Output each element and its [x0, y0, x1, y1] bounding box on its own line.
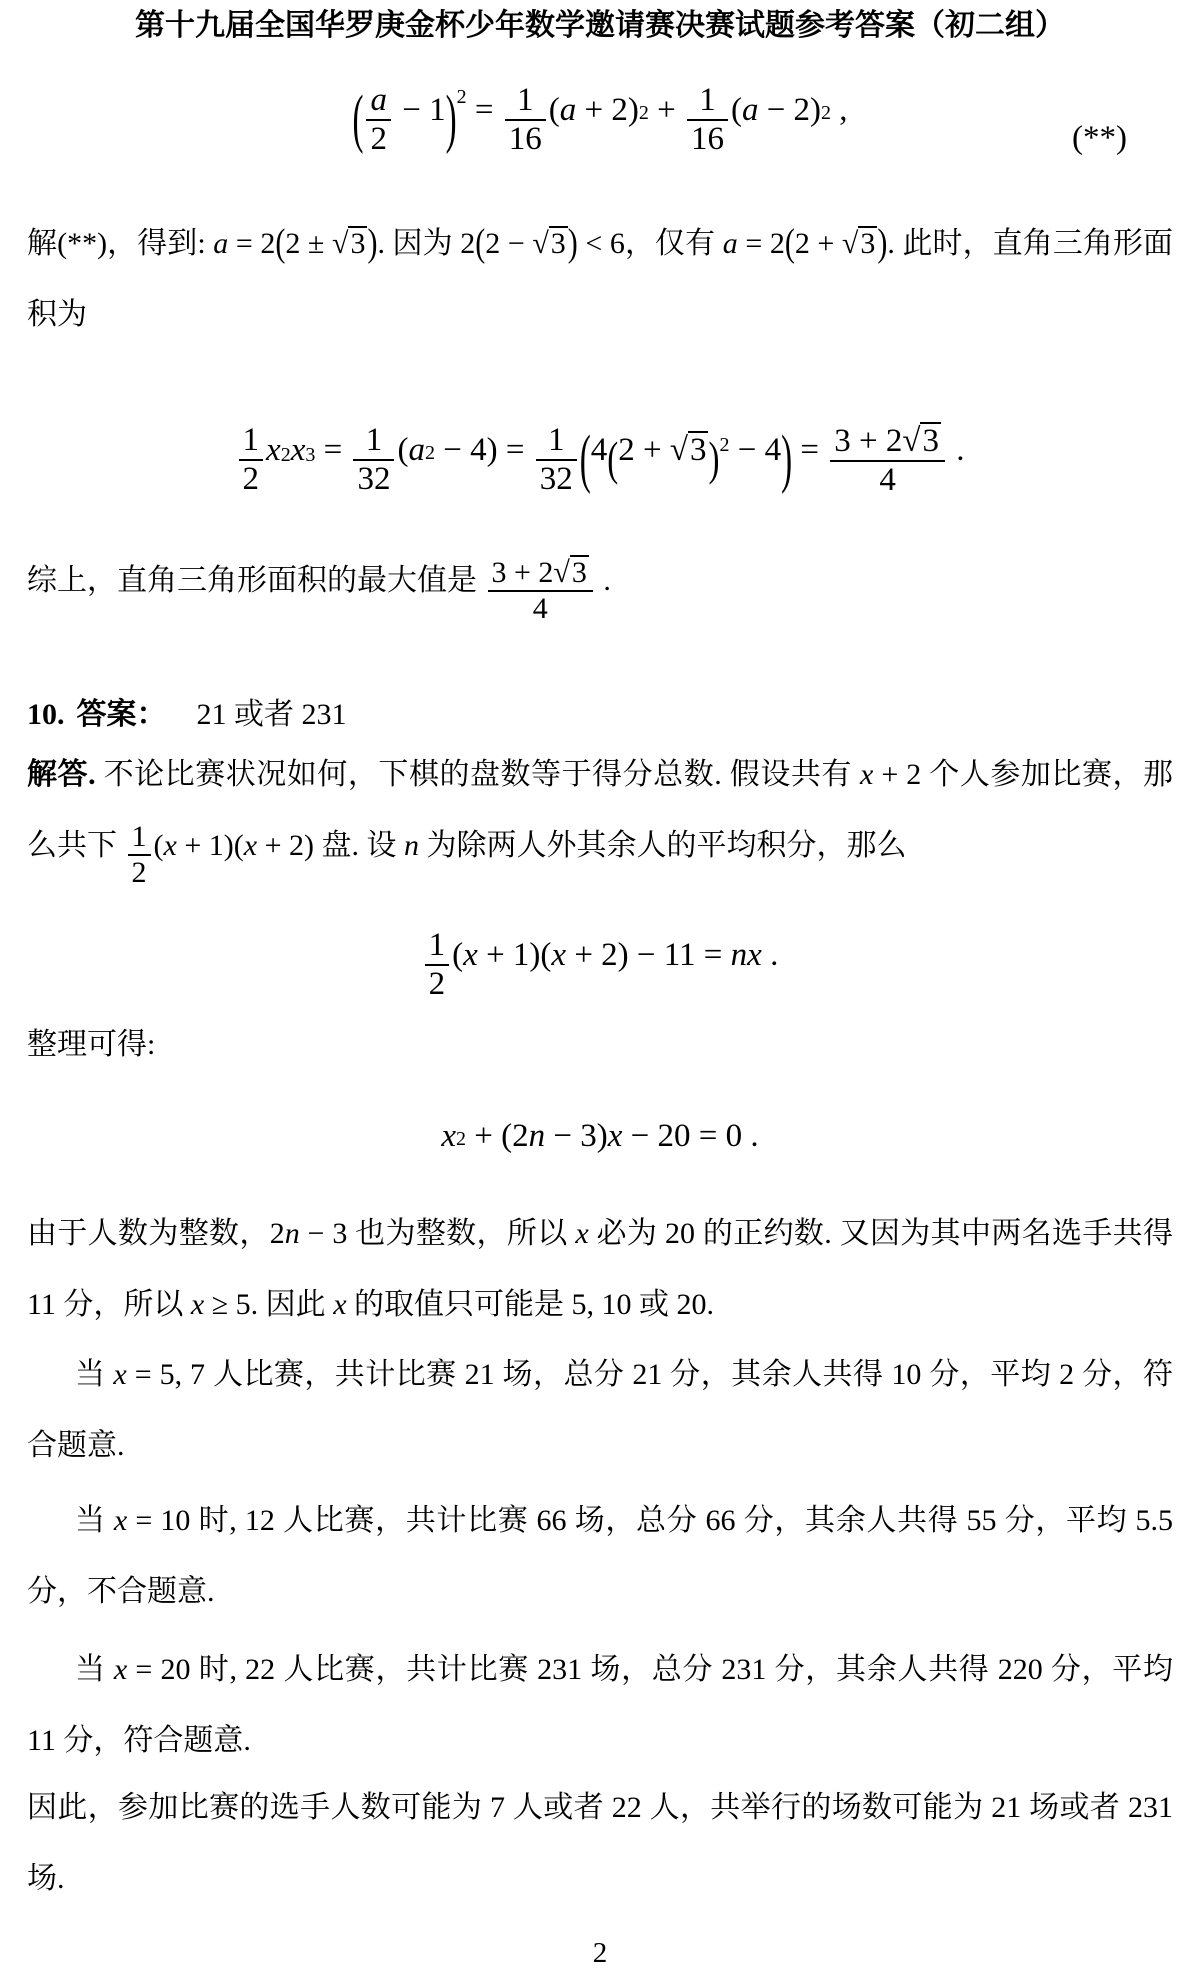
- text-run: − 3 也为整数，所以: [299, 1217, 576, 1250]
- math-run: 3 + 2: [834, 422, 903, 459]
- text-run: 整理可得:: [27, 1028, 156, 1061]
- square-root: [842, 213, 877, 275]
- text-run: = 5, 7 人比赛，共计比赛 21 场，总分 21 分，其余人共得 10 分，平均 2 分，符合题意.: [27, 1358, 1174, 1462]
- fraction-denominator: 4: [830, 460, 945, 499]
- text-run: ≥ 5. 因此: [204, 1288, 334, 1321]
- math-var: x: [113, 1653, 128, 1686]
- text-run: 不论比赛状况如何，下棋的盘数等于得分总数. 假设共有: [95, 758, 860, 791]
- fraction-numerator: 1: [365, 422, 383, 459]
- equals-sign: =: [792, 432, 828, 468]
- text-run: 由于人数为整数，2: [27, 1217, 285, 1250]
- fraction-denominator: 2: [425, 964, 450, 1003]
- text-run: 综上，直角三角形面积的最大值是: [27, 564, 485, 597]
- right-paren: ): [708, 433, 720, 487]
- math-run: (: [452, 937, 464, 973]
- formula-area: [27, 405, 1173, 505]
- math-run: − 4): [434, 432, 498, 468]
- math-run: − 2): [758, 92, 822, 128]
- text-run: 当: [75, 1358, 114, 1391]
- text-run: = 10 时, 12 人比赛，共计比赛 66 场，总分 66 分，其余人共得 55 分，平均 5.5 分，不合题意.: [27, 1504, 1174, 1608]
- math-var: a: [213, 227, 229, 260]
- math-run: (: [153, 829, 164, 862]
- math-var: x: [333, 1288, 347, 1321]
- text-run: 解(**)，得到:: [27, 227, 214, 260]
- math-run: − 3): [545, 1118, 608, 1154]
- fraction: [830, 422, 945, 499]
- formula-star-star: [27, 65, 1173, 165]
- math-var: x: [747, 937, 762, 973]
- right-paren: ): [367, 221, 378, 265]
- comma: ,: [831, 92, 848, 128]
- fraction: [239, 422, 264, 498]
- square-root: [532, 213, 567, 275]
- math-run: + 2): [576, 92, 639, 128]
- subscript: 3: [305, 444, 316, 466]
- right-paren: ): [445, 84, 457, 156]
- period: .: [595, 564, 611, 597]
- paragraph-case3: [27, 1639, 1173, 1781]
- exponent: 2: [638, 102, 649, 124]
- radical-icon: [332, 227, 348, 260]
- fraction-numerator: 1: [242, 422, 260, 459]
- math-var: x: [190, 1288, 205, 1321]
- period: .: [947, 432, 965, 468]
- math-run: 2 ±: [285, 227, 332, 260]
- math-run: < 6: [577, 227, 625, 260]
- math-var: x: [575, 1217, 589, 1250]
- radical-icon: [553, 556, 569, 589]
- page-title: 第十九届全国华罗庚金杯少年数学邀请赛决赛试题参考答案（初二组）: [135, 9, 1065, 42]
- period: .: [761, 937, 779, 973]
- math-var: x: [441, 1118, 457, 1154]
- text-run: 此时，直角三角形面积为: [27, 227, 1174, 331]
- paragraph-solve: [27, 213, 1173, 355]
- plus-sign: +: [648, 92, 684, 128]
- math-var: a: [408, 432, 425, 468]
- formula-games: [27, 910, 1173, 1010]
- equation-label: (**): [1072, 120, 1127, 156]
- fraction: [128, 820, 151, 889]
- exponent: 2: [456, 86, 467, 108]
- fraction-numerator: [830, 422, 945, 460]
- math-run: 2 +: [794, 227, 842, 260]
- math-run: + 2) − 11 =: [566, 937, 731, 973]
- exponent: 2: [719, 434, 730, 456]
- math-var: n: [403, 829, 419, 862]
- math-var: x: [859, 758, 874, 791]
- math-var: n: [730, 937, 748, 973]
- question-number: 10.: [27, 698, 65, 731]
- fraction-numerator: [488, 555, 593, 590]
- left-paren: (: [352, 84, 364, 156]
- math-run: − 4: [729, 432, 782, 468]
- radical-icon: [670, 432, 688, 468]
- math-run: + (2: [466, 1118, 529, 1154]
- exponent: 2: [456, 1128, 467, 1150]
- math-run: .: [887, 227, 895, 260]
- math-run: 2 −: [485, 227, 533, 260]
- radicand: 3: [571, 555, 587, 589]
- paragraph-summary: [27, 535, 1173, 636]
- paragraph-conclusion: [27, 1777, 1173, 1919]
- text-run: 当: [75, 1653, 114, 1686]
- equals-sign: =: [497, 432, 533, 468]
- math-run: + 2): [257, 829, 314, 862]
- answer-value: 21 或者 231: [196, 698, 347, 731]
- math-var: x: [607, 1118, 623, 1154]
- exponent: 2: [821, 102, 832, 124]
- math-var: n: [528, 1118, 546, 1154]
- text-run: = 20 时, 22 人比赛，共计比赛 231 场，总分 231 分，其余人共得 220 分，平均 11 分，符合题意.: [27, 1653, 1173, 1757]
- text-run: + 2 个人参加比赛，那么共下: [27, 758, 1174, 862]
- left-paren: (: [475, 221, 486, 265]
- math-run: = 2: [228, 227, 276, 260]
- paragraph-divisor: [27, 1203, 1173, 1345]
- fraction-numerator: 1: [699, 82, 716, 119]
- fraction-denominator: 2: [366, 119, 391, 158]
- math-var: a: [741, 92, 759, 128]
- fraction-numerator: a: [370, 82, 387, 119]
- square-root: [902, 422, 941, 460]
- answer-label: 答案：: [76, 698, 167, 731]
- fraction-numerator: 1: [428, 927, 446, 964]
- paragraph-case1: [27, 1344, 1173, 1486]
- text-run: 的取值只可能是 5, 10 或 20.: [346, 1288, 715, 1321]
- equals-sign: =: [315, 432, 351, 468]
- page-number: 2: [592, 1937, 608, 1969]
- math-run: 2 +: [618, 432, 670, 468]
- paragraph-explain: [27, 744, 1173, 890]
- subscript: 2: [280, 444, 291, 466]
- right-paren: ): [567, 221, 578, 265]
- fraction: [687, 82, 728, 158]
- math-var: x: [113, 1504, 128, 1537]
- fraction-numerator: 1: [547, 422, 565, 459]
- math-var: x: [463, 937, 478, 973]
- math-run: − 1: [393, 92, 446, 128]
- left-paren: (: [607, 433, 619, 487]
- fraction-denominator: 16: [687, 119, 728, 158]
- math-run: + 1)(: [477, 937, 552, 973]
- equals-sign: =: [466, 92, 502, 128]
- right-paren: ): [877, 221, 888, 265]
- square-root: [670, 405, 709, 495]
- radicand: 3: [689, 432, 707, 468]
- fraction-denominator: 32: [353, 459, 394, 498]
- fraction: [353, 422, 394, 498]
- square-root: [332, 213, 367, 275]
- text-run: 因此，参加比赛的选手人数可能为 7 人或者 22 人，共举行的场数可能为 21 场或者 231 场.: [27, 1791, 1173, 1895]
- math-run: (: [730, 92, 742, 128]
- radicand: 3: [922, 422, 939, 459]
- math-run: .: [377, 227, 385, 260]
- left-paren: (: [579, 424, 591, 496]
- square-root: [553, 555, 588, 590]
- fraction-denominator: 2: [239, 459, 264, 498]
- solution-label: 解答.: [27, 758, 96, 791]
- fraction-denominator: 4: [488, 590, 593, 626]
- left-paren: (: [784, 221, 795, 265]
- math-run: = 2: [737, 227, 785, 260]
- math-var: n: [284, 1217, 300, 1250]
- left-paren: (: [275, 221, 286, 265]
- text-run: 当: [75, 1504, 114, 1537]
- text-run: 盘. 设: [313, 829, 404, 862]
- math-var: x: [290, 432, 306, 468]
- math-var: x: [243, 829, 258, 862]
- fraction-denominator: 32: [536, 459, 577, 498]
- math-run: (: [397, 432, 409, 468]
- fraction-denominator: 16: [505, 119, 546, 158]
- radical-icon: [842, 227, 858, 260]
- exponent: 2: [424, 442, 435, 464]
- math-run: (: [548, 92, 560, 128]
- math-var: x: [551, 937, 567, 973]
- math-run: 3 + 2: [491, 555, 554, 589]
- radicand: 3: [860, 227, 876, 260]
- fraction-numerator: 1: [516, 82, 534, 119]
- fraction: [536, 422, 577, 498]
- math-var: x: [266, 432, 281, 468]
- formula-quadratic: [27, 1091, 1173, 1191]
- fraction-numerator: 1: [131, 820, 147, 854]
- period: .: [742, 1118, 759, 1154]
- fraction-denominator: 2: [128, 854, 151, 890]
- text-run: 为除两人外其余人的平均积分，那么: [418, 829, 907, 862]
- fraction: [366, 82, 391, 158]
- paragraph-case2: [27, 1490, 1173, 1632]
- math-var: x: [163, 829, 177, 862]
- math-var: a: [722, 227, 738, 260]
- math-run: − 20 = 0: [622, 1118, 743, 1154]
- math-run: 4: [590, 432, 608, 468]
- text-run: 必为 20 的正约数. 又因为其中两名选手共得 11 分，所以: [27, 1217, 1173, 1321]
- fraction: [425, 927, 450, 1003]
- radicand: 3: [350, 227, 366, 260]
- right-paren: ): [781, 424, 793, 496]
- radicand: 3: [550, 227, 566, 260]
- text-run: 因为 2: [384, 227, 476, 260]
- radical-icon: [532, 227, 548, 260]
- paragraph-simplify: [27, 1014, 1173, 1085]
- math-run: + 1)(: [176, 829, 244, 862]
- fraction: [488, 555, 593, 625]
- math-var: a: [559, 92, 577, 128]
- fraction: [505, 82, 546, 158]
- math-var: x: [113, 1358, 127, 1391]
- radical-icon: [902, 423, 920, 459]
- text-run: ，仅有: [624, 227, 723, 260]
